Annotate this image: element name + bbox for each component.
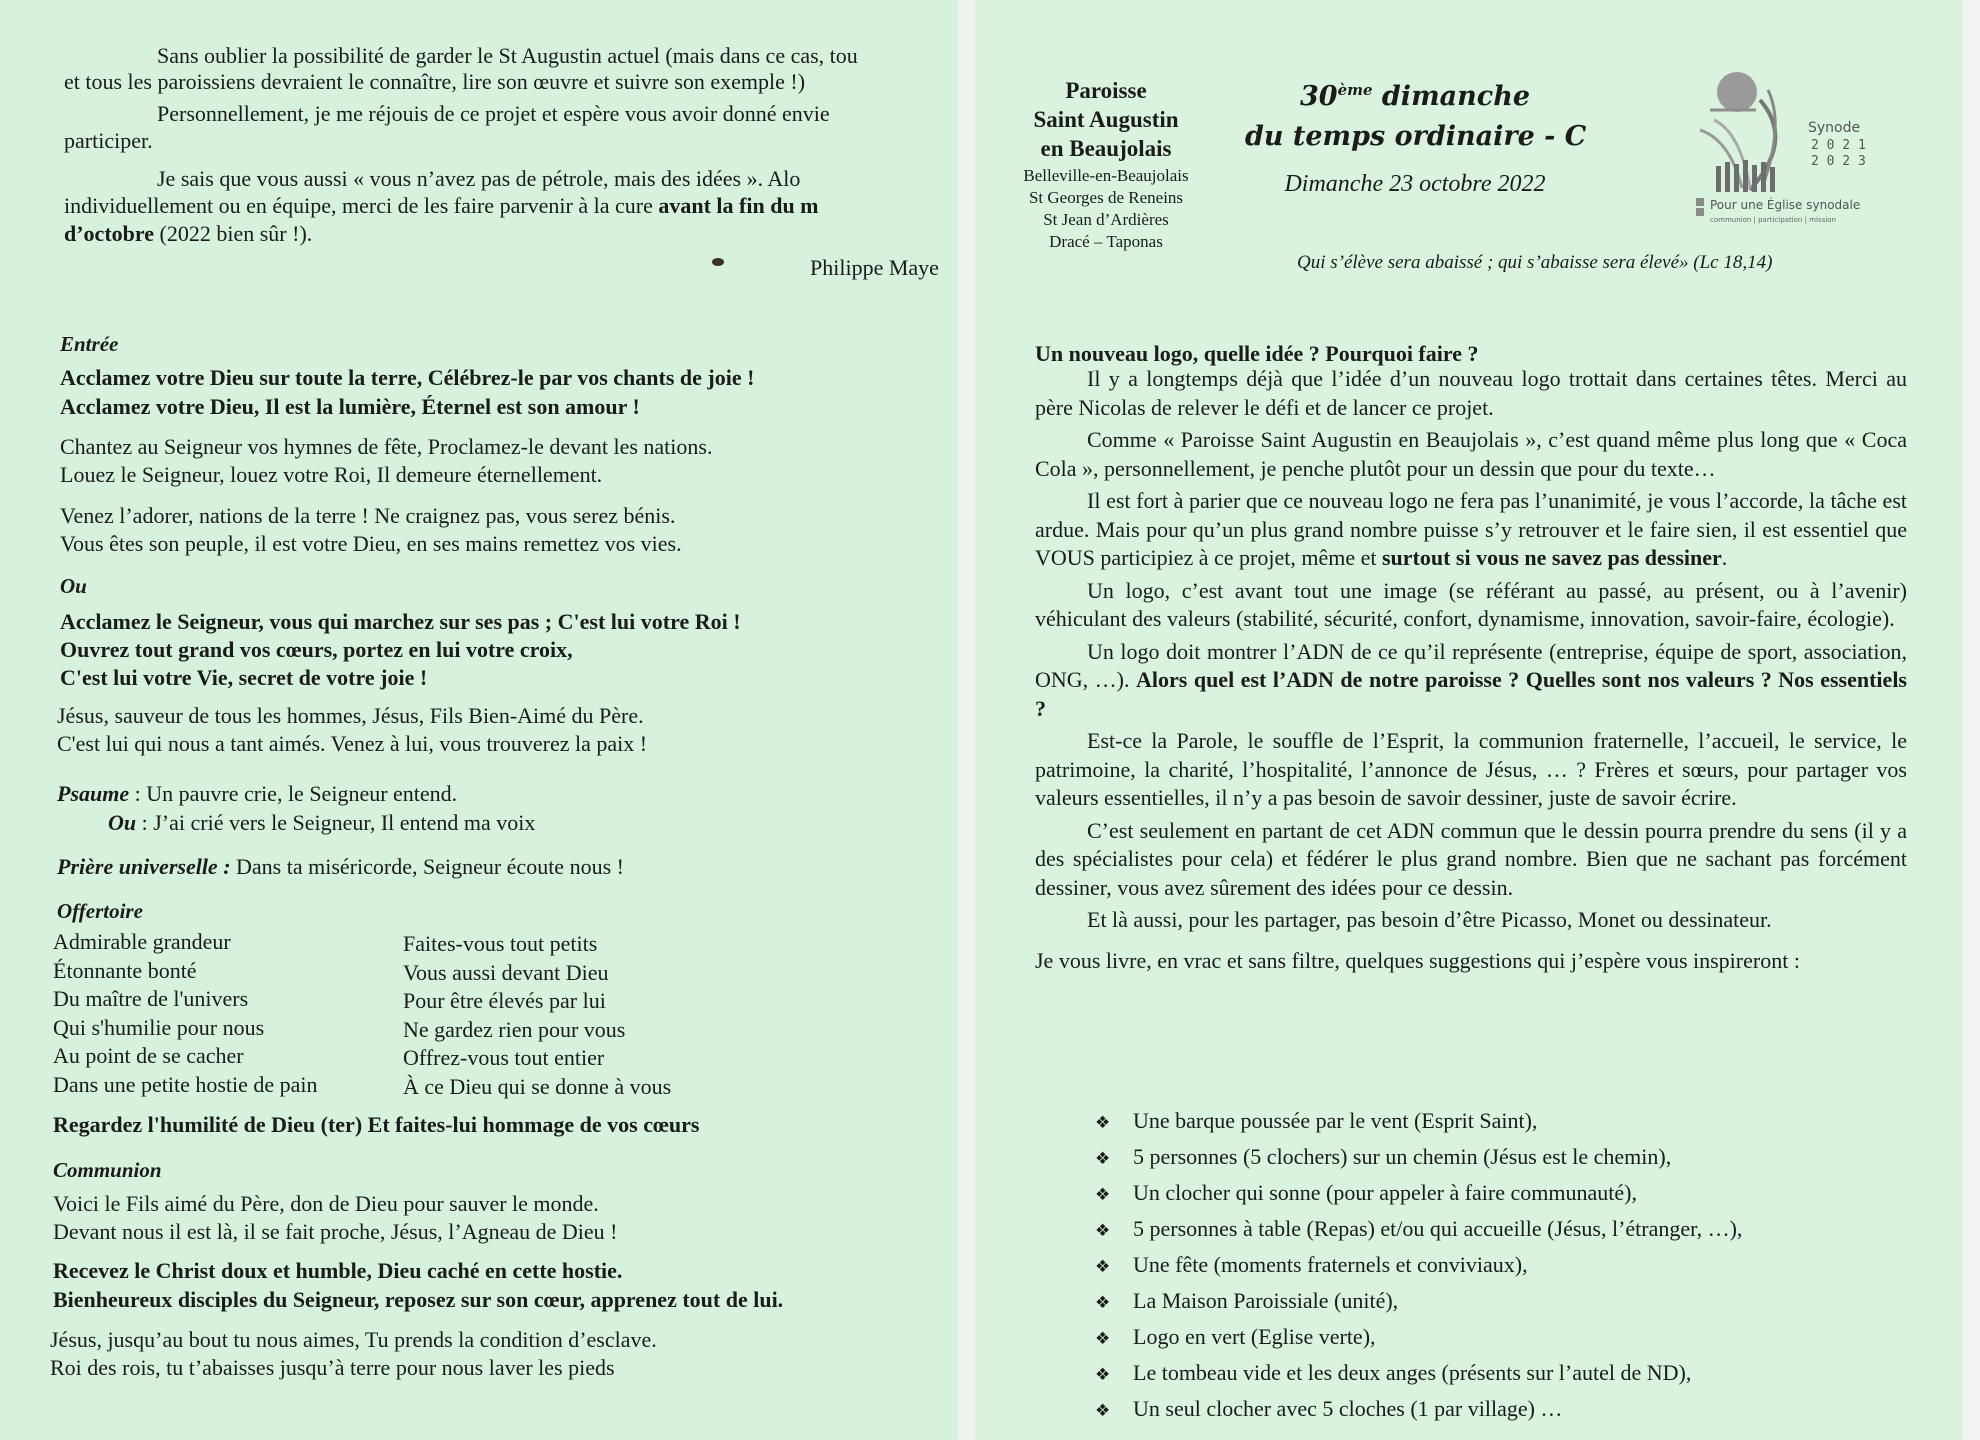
page-title: 30ème dimanche <box>1299 81 1531 112</box>
offertoire-line: Dans une petite hostie de pain <box>53 1071 318 1097</box>
offertoire-line: Vous aussi devant Dieu <box>403 959 609 985</box>
synode-emblem-icon <box>1690 70 1910 240</box>
list-item: ❖ 5 personnes à table (Repas) et/ou qui accueille (Jésus, l’étranger, …), <box>1095 1212 1742 1248</box>
intro-line: Personnellement, je me réjouis de ce projet et espère vous avoir donné envie <box>157 101 830 126</box>
intro-line: Sans oublier la possibilité de garder le St Augustin actuel (mais dans ce cas, tou <box>157 43 858 68</box>
offertoire-line: Faites-vous tout petits <box>403 931 598 956</box>
verse-line: Voici le Fils aimé du Père, don de Dieu pour sauver le monde. <box>53 1191 599 1216</box>
article-paragraph: C’est seulement en partant de cet ADN commun que le dessin pourra prendre du sens (il y a des spécialistes pour cela) et fédérer le plus grand nombre. Bien que ne sachant pas forcément dessiner, vous avez sûrement des idées pour ce dessin. <box>1035 817 1907 900</box>
section-heading-ou: Ou <box>60 574 87 598</box>
synode-years: 2 0 2 1 <box>1811 138 1866 153</box>
article-paragraph: Un logo doit montrer l’ADN de ce qu’il représente (entreprise, équipe de sport, association, ONG, …). Alors quel est l’ADN de notre paroisse ? Quelles sont nos valeurs ? Nos essentiels ? <box>1035 638 1907 721</box>
article-paragraph: Il est fort à parier que ce nouveau logo ne fera pas l’unanimité, je vous l’accorde, la tâche est ardue. Mais pour qu’un plus grand nombre puisse s’y retrouver et le faire sien, il est essentiel que VOUS participiez à ce projet, même et surtout si vous ne savez pas dessiner. <box>1035 488 1907 570</box>
refrain-line: Acclamez le Seigneur, vous qui marchez sur ses pas ; C'est lui votre Roi ! <box>60 609 741 634</box>
parish-name: en Beaujolais <box>1040 136 1172 161</box>
offertoire-line: Ne gardez rien pour vous <box>403 1016 626 1042</box>
offertoire-line: Pour être élevés par lui <box>403 988 606 1013</box>
intro-line: d’octobre (2022 bien sûr !). <box>64 221 313 246</box>
village-name: St Georges de Reneins <box>1028 188 1184 207</box>
page-title: du temps ordinaire - C <box>1245 121 1587 152</box>
bullet-diamond-icon: ❖ <box>1095 1257 1111 1277</box>
offertoire-line: Offrez-vous tout entier <box>403 1045 605 1070</box>
list-item: ❖ Logo en vert (Eglise verte), <box>1095 1320 1742 1356</box>
list-item: ❖ Le tombeau vide et les deux anges (présents sur l’autel de ND), <box>1095 1356 1742 1392</box>
synode-tagline: Pour une Église synodale <box>1710 198 1861 212</box>
title-block <box>1245 70 1585 199</box>
village-name: St Jean d’Ardières <box>1043 210 1169 229</box>
refrain-line: Ouvrez tout grand vos cœurs, portez en lui votre croix, <box>60 637 573 662</box>
list-item: ❖ Un seul clocher avec 5 cloches (1 par village) … <box>1095 1392 1742 1428</box>
article-paragraph: Je vous livre, en vrac et sans filtre, quelques suggestions qui j’espère vous inspireront : <box>1035 947 1800 973</box>
article-paragraph: Et là aussi, pour les partager, pas besoin d’être Picasso, Monet ou dessinateur. <box>1087 907 1772 932</box>
article-paragraph: Est-ce la Parole, le souffle de l’Esprit, la communion fraternelle, l’accueil, le service, le patrimoine, la charité, l’hospitalité, l’annonce de Jésus, … ? Frères et sœurs, pour partager vos valeurs essentielles, il n’y a pas besoin de savoir dessiner, juste de savoir écrire. <box>1035 728 1907 810</box>
list-item: ❖ 5 personnes (5 clochers) sur un chemin (Jésus est le chemin), <box>1095 1140 1742 1176</box>
prayer-line: Prière universelle : Dans ta miséricorde, Seigneur écoute nous ! <box>57 854 624 879</box>
bullet-diamond-icon: ❖ <box>1095 1329 1111 1349</box>
suggestion-list <box>1095 1104 1742 1428</box>
bullet-diamond-icon: ❖ <box>1095 1149 1111 1169</box>
offertoire-line: Admirable grandeur <box>53 929 231 954</box>
offertoire-column-1 <box>53 928 318 1099</box>
article-paragraph: Un logo, c’est avant tout une image (se référant au passé, au présent, ou à l’avenir) véhiculant des valeurs (stabilité, sécurité, confort, dynamisme, innovation, savoir-faire, écologie). <box>1035 577 1907 631</box>
verse-line: C'est lui qui nous a tant aimés. Venez à lui, vous trouverez la paix ! <box>57 731 648 756</box>
right-page <box>975 0 1963 1440</box>
intro-line: Je sais que vous aussi « vous n’avez pas de pétrole, mais des idées ». Alo <box>157 166 801 191</box>
offertoire-column-2 <box>403 930 671 1101</box>
verse-line: Jésus, sauveur de tous les hommes, Jésus, Fils Bien-Aimé du Père. <box>57 703 644 728</box>
left-page <box>0 0 960 1440</box>
bullet-diamond-icon: ❖ <box>1095 1293 1111 1313</box>
section-heading-entree: Entrée <box>60 332 119 356</box>
list-item: ❖ Une barque poussée par le vent (Esprit Saint), <box>1095 1104 1742 1140</box>
article-paragraph: Comme « Paroisse Saint Augustin en Beaujolais », c’est quand même plus long que « Coca Cola », personnellement, je penche plutôt pour un dessin que pour du texte… <box>1035 427 1907 481</box>
bullet-diamond-icon: ❖ <box>1095 1401 1111 1421</box>
signature: Philippe Maye <box>810 255 939 280</box>
section-heading-offertoire: Offertoire <box>57 899 143 923</box>
article-paragraph: Il y a longtemps déjà que l’idée d’un nouveau logo trottait dans certaines têtes. Merci au père Nicolas de relever le défi et de lancer ce projet. <box>1035 366 1907 420</box>
offertoire-line: À ce Dieu qui se donne à vous <box>403 1073 672 1099</box>
psalm-alt-line: Ou : J’ai crié vers le Seigneur, Il entend ma voix <box>108 810 536 835</box>
list-item: ❖ La Maison Paroissiale (unité), <box>1095 1284 1742 1320</box>
bullet-diamond-icon: ❖ <box>1095 1113 1111 1133</box>
offertoire-line: Étonnante bonté <box>53 957 197 983</box>
intro-line: individuellement ou en équipe, merci de les faire parvenir à la cure avant la fin du m <box>64 193 819 218</box>
refrain-line: Recevez le Christ doux et humble, Dieu caché en cette hostie. <box>53 1258 623 1283</box>
refrain-line: Regardez l'humilité de Dieu (ter) Et faites-lui hommage de vos cœurs <box>53 1112 700 1137</box>
parish-name: Paroisse <box>1065 78 1147 103</box>
paper-edge <box>1963 0 1980 1440</box>
list-item: ❖ Une fête (moments fraternels et conviviaux), <box>1095 1248 1742 1284</box>
offertoire-line: Qui s'humilie pour nous <box>53 1014 265 1040</box>
ink-spot <box>712 258 724 266</box>
bullet-diamond-icon: ❖ <box>1095 1221 1111 1241</box>
bullet-diamond-icon: ❖ <box>1095 1365 1111 1385</box>
page-fold <box>958 0 975 1440</box>
verse-line: Roi des rois, tu t’abaisses jusqu’à terre pour nous laver les pieds <box>50 1355 615 1380</box>
verse-line: Venez l’adorer, nations de la terre ! Ne craignez pas, vous serez bénis. <box>60 503 676 528</box>
refrain-line: C'est lui votre Vie, secret de votre joie ! <box>60 665 428 690</box>
gospel-quote: Qui s’élève sera abaissé ; qui s’abaisse sera élevé» (Lc 18,14) <box>1297 252 1773 273</box>
bullet-diamond-icon: ❖ <box>1095 1185 1111 1205</box>
psalm-line: Psaume : Un pauvre crie, le Seigneur entend. <box>57 781 458 806</box>
intro-line: et tous les paroissiens devraient le connaître, lire son œuvre et suivre son exemple !) <box>64 69 806 94</box>
verse-line: Jésus, jusqu’au bout tu nous aimes, Tu prends la condition d’esclave. <box>50 1327 657 1352</box>
parish-block <box>995 76 1217 253</box>
refrain-line: Bienheureux disciples du Seigneur, reposez sur son cœur, apprenez tout de lui. <box>53 1287 784 1312</box>
village-name: Dracé – Taponas <box>1049 232 1163 251</box>
verse-line: Chantez au Seigneur vos hymnes de fête, Proclamez-le devant les nations. <box>60 434 713 459</box>
synode-word: Synode <box>1808 120 1861 136</box>
refrain-line: Acclamez votre Dieu sur toute la terre, Célébrez-le par vos chants de joie ! <box>60 365 755 390</box>
intro-line: participer. <box>64 128 153 153</box>
verse-line: Louez le Seigneur, louez votre Roi, Il demeure éternellement. <box>60 462 603 487</box>
parish-name: Saint Augustin <box>1033 107 1179 132</box>
synode-logo <box>1690 70 1910 240</box>
verse-line: Devant nous il est là, il se fait proche, Jésus, l’Agneau de Dieu ! <box>53 1219 618 1244</box>
synode-subtitle: communion | participation | mission <box>1710 216 1836 224</box>
verse-line: Vous êtes son peuple, il est votre Dieu, en ses mains remettez vos vies. <box>60 531 682 556</box>
synode-years: 2 0 2 3 <box>1811 154 1866 169</box>
village-name: Belleville-en-Beaujolais <box>1023 166 1189 185</box>
offertoire-line: Au point de se cacher <box>53 1043 244 1068</box>
list-item: ❖ Un clocher qui sonne (pour appeler à faire communauté), <box>1095 1176 1742 1212</box>
article-heading: Un nouveau logo, quelle idée ? Pourquoi faire ? <box>1035 341 1479 366</box>
refrain-line: Acclamez votre Dieu, Il est la lumière, Éternel est son amour ! <box>60 394 640 419</box>
article-body <box>1035 365 1907 975</box>
date: Dimanche 23 octobre 2022 <box>1284 171 1546 197</box>
section-heading-communion: Communion <box>53 1158 162 1182</box>
offertoire-line: Du maître de l'univers <box>53 986 249 1011</box>
